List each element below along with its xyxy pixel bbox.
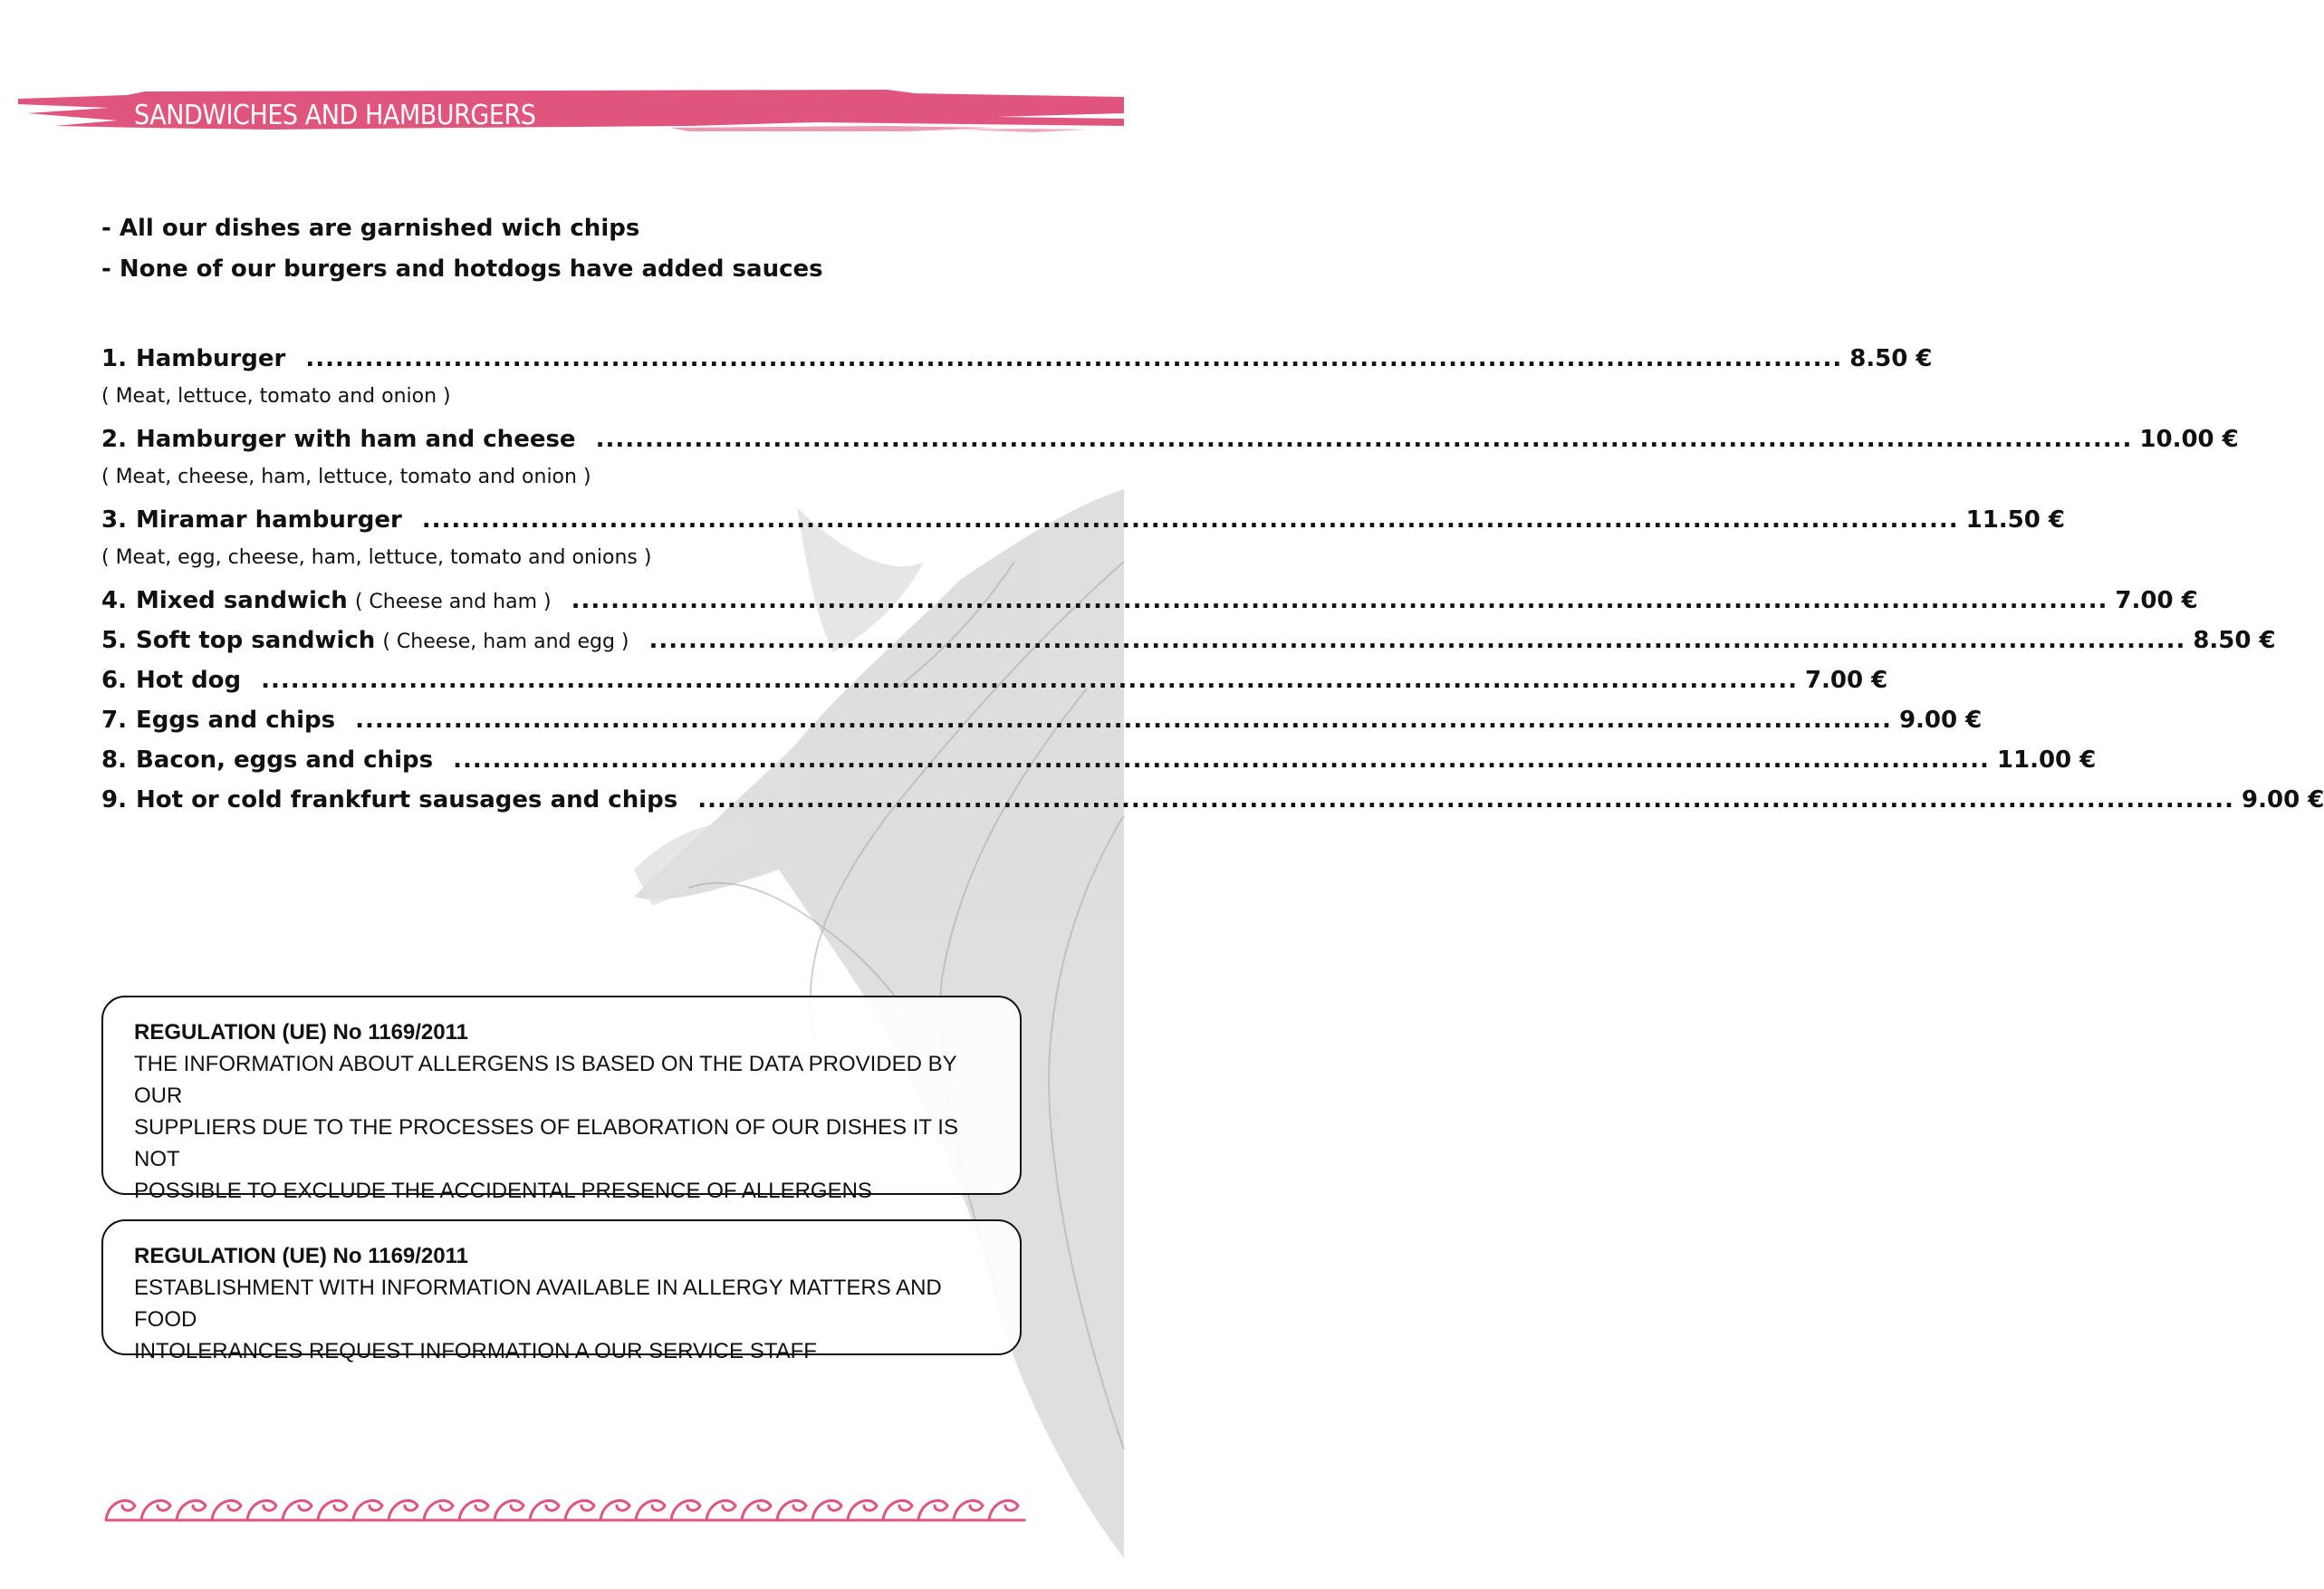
item-price: 10.00 € (2139, 426, 2239, 453)
item-number: 2. (101, 426, 127, 453)
item-name: Bacon, eggs and chips (135, 746, 434, 774)
item-name: Miramar hamburger (135, 506, 402, 534)
dot-leader: ............................................................................................................................................................ (355, 707, 1892, 734)
regulation-title: REGULATION (UE) No 1169/2011 (134, 1244, 468, 1268)
item-price: 11.00 € (1996, 746, 2097, 774)
menu-item (101, 702, 1983, 742)
item-name: Eggs and chips (135, 707, 336, 734)
item-price: 9.00 € (2242, 786, 2324, 814)
item-name: Hamburger with ham and cheese (135, 426, 576, 453)
item-number: 9. (101, 786, 127, 814)
item-extra: ( Cheese, ham and egg ) (382, 631, 629, 653)
item-description: ( Meat, egg, cheese, ham, lettuce, tomato and onions ) (101, 546, 652, 569)
item-number: 6. (101, 667, 127, 694)
dot-leader: ............................................................................................................................................................ (261, 667, 1798, 694)
item-number: 3. (101, 506, 127, 534)
note-line: - All our dishes are garnished wich chips (101, 215, 640, 242)
dot-leader: ............................................................................................................................................................ (595, 426, 2133, 453)
menu-item (101, 583, 2198, 622)
regulation-text-line: THE INFORMATION ABOUT ALLERGENS IS BASED ON THE DATA PROVIDED BY OUR (134, 1052, 957, 1108)
section-title: SANDWICHES AND HAMBURGERS (134, 100, 536, 131)
dot-leader: ............................................................................................................................................................ (453, 746, 1990, 774)
item-name: Hamburger (135, 345, 286, 372)
item-number: 8. (101, 746, 127, 774)
dot-leader: ............................................................................................................................................................ (571, 587, 2108, 614)
menu-item (101, 622, 2276, 662)
item-price: 9.00 € (1898, 707, 1983, 734)
regulation-text-line: SUPPLIERS DUE TO THE PROCESSES OF ELABORATION OF OUR DISHES IT IS NOT (134, 1115, 958, 1171)
menu-item (101, 662, 1888, 702)
allergen-notice-box (101, 996, 1022, 1203)
dot-leader: ............................................................................................................................................................ (648, 627, 2186, 654)
item-price: 7.00 € (2115, 587, 2198, 614)
item-price: 7.00 € (1804, 667, 1888, 694)
item-number: 1. (101, 345, 127, 372)
item-number: 5. (101, 627, 127, 654)
item-description: ( Meat, lettuce, tomato and onion ) (101, 385, 451, 408)
item-name: Hot or cold frankfurt sausages and chips (135, 786, 678, 814)
dot-leader: ............................................................................................................................................................ (421, 506, 1959, 534)
regulation-text-line: INTOLERANCES REQUEST INFORMATION A OUR SERVICE STAFF (134, 1339, 817, 1363)
regulation-text-line: POSSIBLE TO EXCLUDE THE ACCIDENTAL PRESENCE OF ALLERGENS (134, 1179, 872, 1203)
menu-item (101, 742, 2097, 782)
item-price: 11.50 € (1965, 506, 2065, 534)
item-price: 8.50 € (2193, 627, 2276, 654)
item-number: 7. (101, 707, 127, 734)
item-name: Hot dog (135, 667, 242, 694)
wave-border-decoration (104, 1486, 1019, 1531)
note-line: - None of our burgers and hotdogs have added sauces (101, 255, 823, 283)
item-name: Soft top sandwich (135, 627, 376, 654)
dot-leader: ............................................................................................................................................................ (697, 786, 2235, 814)
item-extra: ( Cheese and ham ) (354, 591, 552, 613)
menu-list (101, 341, 2324, 822)
dot-leader: ............................................................................................................................................................ (305, 345, 1843, 372)
menu-item (101, 782, 2324, 822)
regulation-text-line: ESTABLISHMENT WITH INFORMATION AVAILABLE IN ALLERGY MATTERS AND FOOD (134, 1276, 942, 1332)
allergy-info-box (101, 1219, 1022, 1363)
item-name: Mixed sandwich (135, 587, 348, 614)
item-description: ( Meat, cheese, ham, lettuce, tomato and onion ) (101, 466, 591, 488)
menu-item (101, 502, 2065, 542)
menu-item (101, 341, 1933, 380)
menu-item (101, 421, 2239, 461)
menu-notes (101, 212, 823, 294)
item-number: 4. (101, 587, 127, 614)
regulation-title: REGULATION (UE) No 1169/2011 (134, 1020, 468, 1045)
item-price: 8.50 € (1849, 345, 1933, 372)
